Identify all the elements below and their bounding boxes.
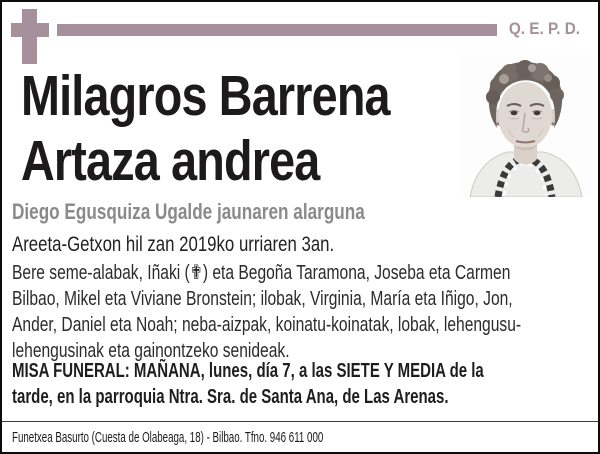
qepd-label: Q. E. P. D. (508, 19, 580, 38)
elderly-woman-portrait-icon (458, 55, 593, 197)
footer-divider (2, 421, 598, 422)
memorial-cross-icon-arm (11, 23, 49, 37)
family-line: Bilbao, Mikel eta Viviane Bronstein; ilobak, Virginia, María eta Iñigo, Jon, (12, 288, 513, 310)
family-notice (12, 260, 600, 364)
deceased-name-line-1: Milagros Barrena (21, 64, 390, 128)
death-date-line: Areeta-Getxon hil zan 2019ko urriaren 3an. (12, 233, 335, 256)
deceased-name-line-2: Artaza andrea (21, 129, 320, 193)
family-line: lehengusinak eta gainontzeko senideak. (12, 340, 290, 362)
family-line: Bere seme-alabak, Iñaki (✟) eta Begoña Taramona, Joseba eta Carmen (12, 262, 511, 284)
deceased-name (21, 64, 471, 194)
funeral-announcement (12, 358, 600, 410)
funeral-home-info: Funetxea Basurto (Cuesta de Olabeaga, 18) - Bilbao. Tfno. 946 611 000 (12, 429, 324, 446)
relation-subtitle: Diego Egusquiza Ugalde jaunaren alarguna (12, 199, 365, 224)
funeral-line: MISA FUNERAL: MAÑANA, lunes, día 7, a las SIETE Y MEDIA de la (12, 360, 484, 382)
family-line: Ander, Daniel eta Noah; neba-aizpak, koinatu-koinatak, lobak, lehengusu- (12, 314, 522, 336)
funeral-line: tarde, en la parroquia Ntra. Sra. de Santa Ana, de Las Arenas. (12, 386, 449, 408)
header-rule (57, 24, 497, 36)
portrait-photo (458, 55, 593, 197)
